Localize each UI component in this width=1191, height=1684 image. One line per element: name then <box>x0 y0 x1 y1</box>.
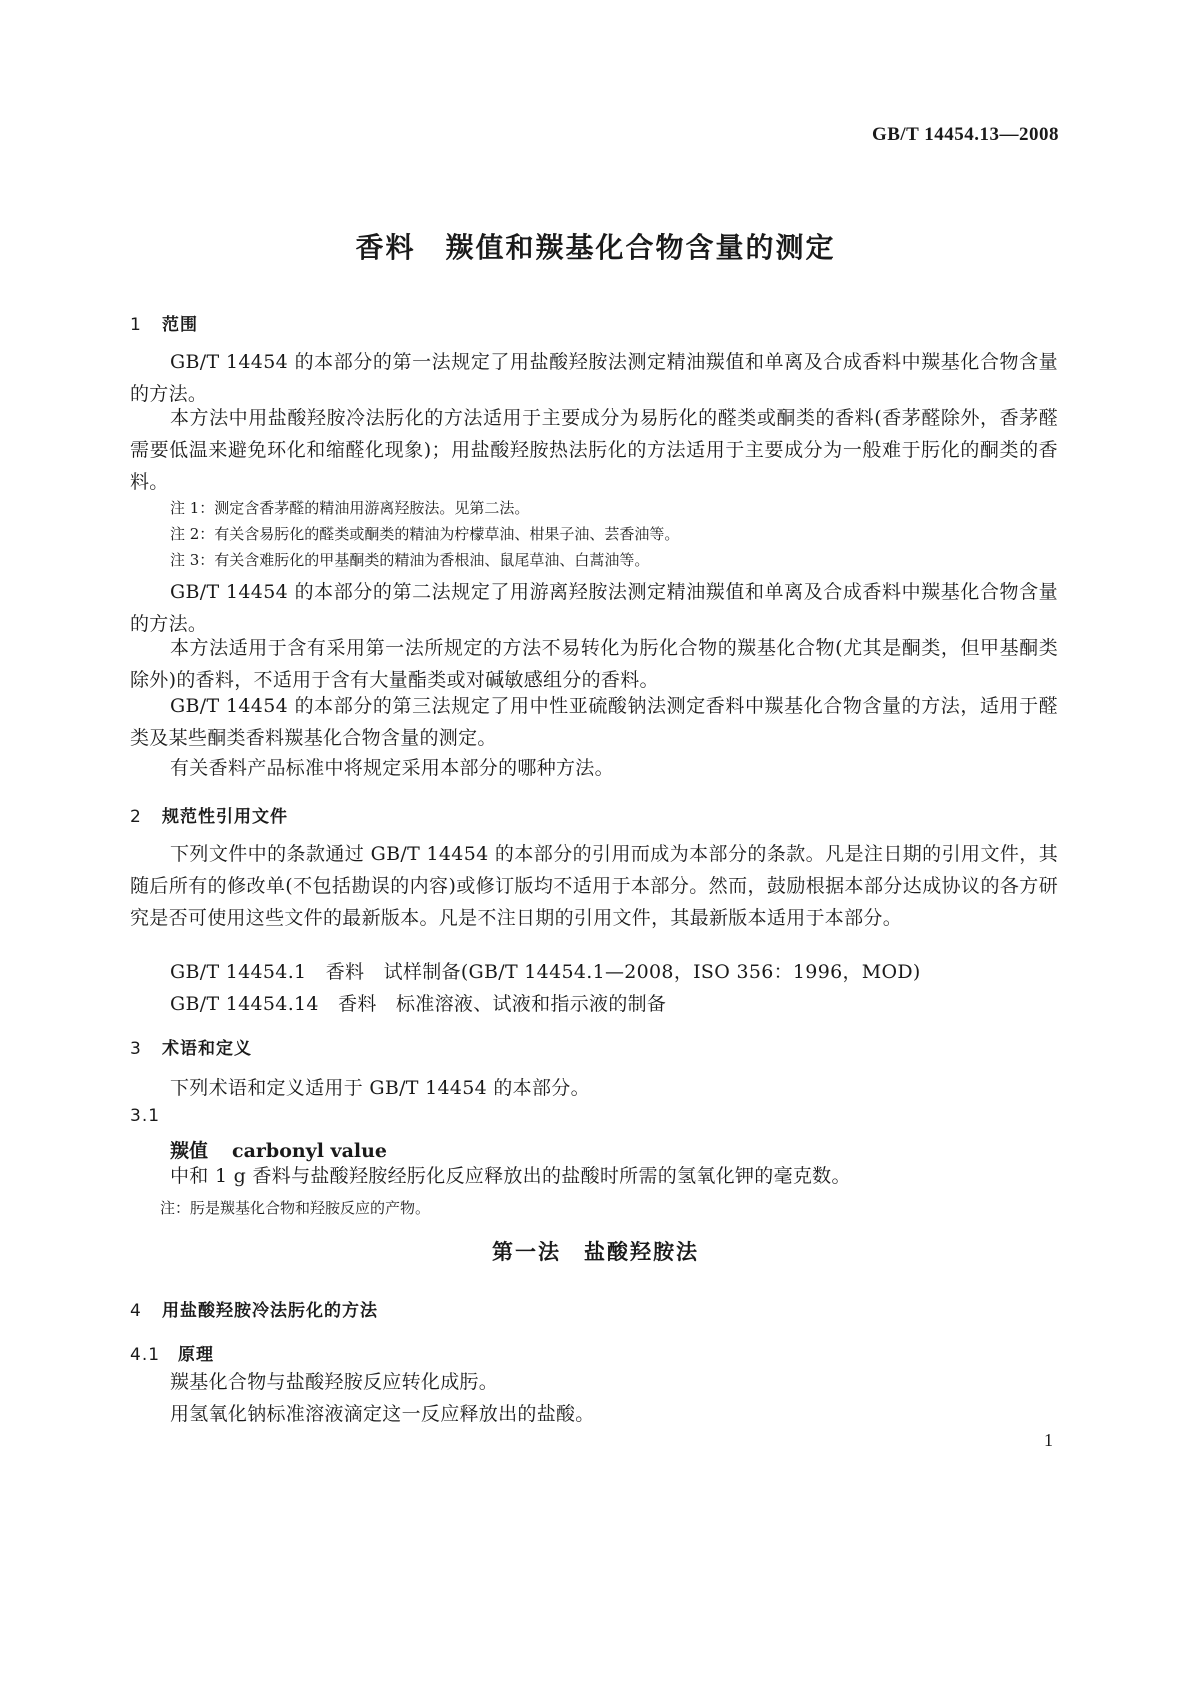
term-definition: 中和 1 g 香料与盐酸羟胺经肟化反应释放出的盐酸时所需的氢氧化钾的毫克数。 <box>170 1165 851 1187</box>
section-3-heading <box>130 1034 252 1059</box>
section-2-heading <box>130 802 288 827</box>
subsection-number: 4.1 <box>130 1345 161 1365</box>
section-number: 1 <box>130 315 142 335</box>
paragraph: 下列术语和定义适用于 GB/T 14454 的本部分。 <box>170 1077 590 1099</box>
note: 注 3：有关含难肟化的甲基酮类的精油为香根油、鼠尾草油、白蒿油等。 <box>170 551 650 569</box>
paragraph: GB/T 14454 的本部分的第三法规定了用中性亚硫酸钠法测定香料中羰基化合物含量的方法，适用于醛类及某些酮类香料羰基化合物含量的测定。 <box>130 695 1058 749</box>
reference-item: GB/T 14454.1 香料 试样制备(GB/T 14454.1—2008，ISO 356：1996，MOD) <box>170 961 921 983</box>
section-title: 用盐酸羟胺冷法肟化的方法 <box>162 1301 378 1321</box>
document-title: 香料 羰值和羰基化合物含量的测定 <box>355 231 836 264</box>
paragraph: 本方法适用于含有采用第一法所规定的方法不易转化为肟化合物的羰基化合物(尤其是酮类，但甲基酮类除外)的香料，不适用于含有大量酯类或对碱敏感组分的香料。 <box>130 637 1058 691</box>
term-chinese: 羰值 <box>170 1140 209 1162</box>
section-title: 范围 <box>162 315 198 335</box>
section-number: 2 <box>130 807 142 827</box>
section-title: 规范性引用文件 <box>162 807 288 827</box>
note: 注 2：有关含易肟化的醛类或酮类的精油为柠檬草油、柑果子油、芸香油等。 <box>170 525 680 543</box>
term-english: carbonyl value <box>232 1140 388 1162</box>
paragraph: 羰基化合物与盐酸羟胺反应转化成肟。 <box>170 1371 499 1393</box>
term <box>170 1136 387 1163</box>
section-number: 3 <box>130 1039 142 1059</box>
note: 注：肟是羰基化合物和羟胺反应的产物。 <box>160 1199 431 1217</box>
subsection-number: 3.1 <box>130 1106 161 1126</box>
section-number: 4 <box>130 1301 142 1321</box>
page-number: 1 <box>1044 1430 1053 1450</box>
section-1-heading <box>130 310 198 335</box>
paragraph: 用氢氧化钠标准溶液滴定这一反应释放出的盐酸。 <box>170 1403 595 1425</box>
section-title: 术语和定义 <box>162 1039 252 1059</box>
paragraph: GB/T 14454 的本部分的第一法规定了用盐酸羟胺法测定精油羰值和单离及合成香料中羰基化合物含量的方法。 <box>130 351 1058 405</box>
note: 注 1：测定含香茅醛的精油用游离羟胺法。见第二法。 <box>170 499 530 517</box>
method-heading: 第一法 盐酸羟胺法 <box>492 1240 699 1264</box>
subsection-title: 原理 <box>178 1345 214 1365</box>
paragraph: 下列文件中的条款通过 GB/T 14454 的本部分的引用而成为本部分的条款。凡是注日期的引用文件，其随后所有的修改单(不包括勘误的内容)或修订版均不适用于本部分。然而，鼓励根据本部分达成协议的各方研究是否可使用这些文件的最新版本。凡是不注日期的引用文件，其最新版本适用于本部分。 <box>130 843 1058 929</box>
paragraph: GB/T 14454 的本部分的第二法规定了用游离羟胺法测定精油羰值和单离及合成香料中羰基化合物含量的方法。 <box>130 581 1058 635</box>
paragraph: 有关香料产品标准中将规定采用本部分的哪种方法。 <box>170 757 614 779</box>
paragraph: 本方法中用盐酸羟胺冷法肟化的方法适用于主要成分为易肟化的醛类或酮类的香料(香茅醛除外，香茅醛需要低温来避免环化和缩醛化现象)；用盐酸羟胺热法肟化的方法适用于主要成分为一般难于肟化的酮类的香料。 <box>130 407 1058 493</box>
reference-item: GB/T 14454.14 香料 标准溶液、试液和指示液的制备 <box>170 993 667 1015</box>
standard-code: GB/T 14454.13—2008 <box>871 124 1059 145</box>
subsection-4-1-heading <box>130 1340 214 1365</box>
section-4-heading <box>130 1296 378 1321</box>
